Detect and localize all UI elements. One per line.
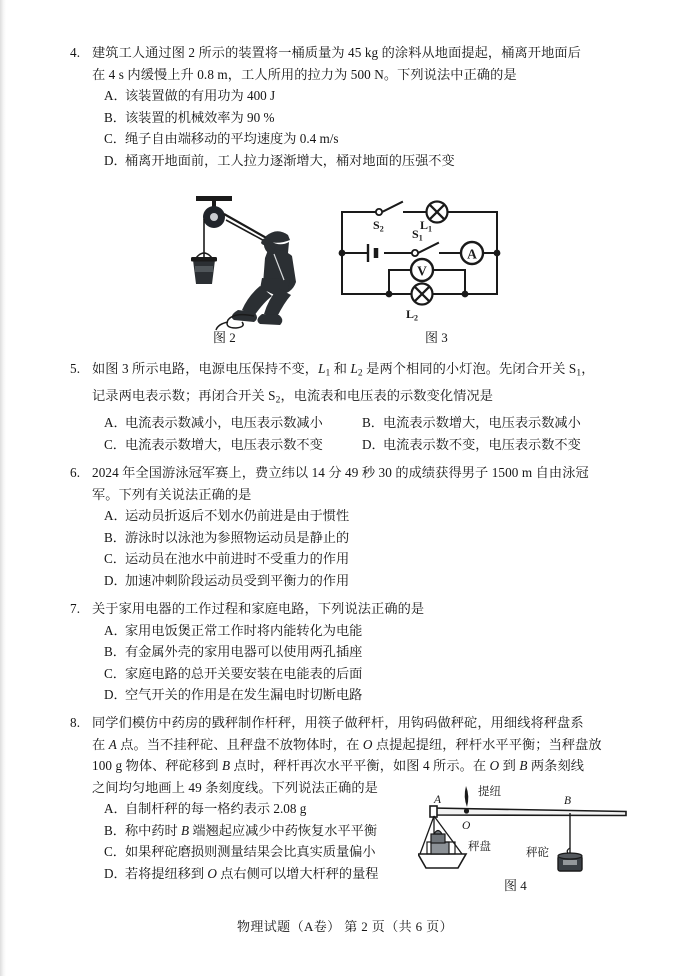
question-4 [70, 42, 630, 171]
q5-seg-d: ， [581, 361, 595, 376]
option-text: 家庭电路的总开关要安装在电能表的后面 [125, 665, 363, 681]
option-key: A． [104, 88, 127, 103]
question-6-number: 6. [70, 465, 81, 480]
question-7-option-d[interactable] [104, 684, 630, 706]
voltmeter-label: V [417, 263, 427, 279]
q5-s2-sub: 2 [275, 395, 281, 406]
ammeter-label: A [467, 246, 477, 262]
q5-l1-sub: 1 [325, 368, 331, 379]
question-4-option-d[interactable] [104, 150, 630, 172]
label-weight: 秤砣 [526, 847, 549, 859]
question-5-option-a[interactable] [104, 412, 362, 434]
beam-end-a-icon [430, 806, 437, 817]
option-text: 电流表示数增大，电压表示数减小 [383, 415, 581, 431]
option-key: C． [104, 844, 126, 859]
option-key: A． [104, 415, 127, 431]
label-handle: 提纽 [478, 786, 501, 798]
option-text: 绳子自由端移动的平均速度为 0.4 m/s [125, 131, 339, 146]
q8-d-a: 若将提纽移到 [125, 865, 208, 881]
option-text: 如果秤砣磨损则测量结果会比真实质量偏小 [125, 844, 376, 859]
q5-s1-sub: 1 [576, 368, 582, 379]
question-4-stem-line-2: 在 4 s 内缓慢上升 0.8 m，工人所用的拉力为 500 N。下列说法中正确的是 [92, 66, 517, 82]
question-7-stem [70, 598, 630, 620]
question-5-options-row-1 [104, 412, 630, 434]
figure-2-caption: 图 2 [213, 330, 236, 345]
option-key: C． [104, 665, 126, 681]
q8-l3-b: 点时，秤杆再次水平平衡，如图 4 所示。在 [230, 758, 490, 773]
option-text: 该装置做的有用功为 400 J [125, 88, 276, 103]
page-footer: 物理试题（A卷） 第 2 页（共 6 页） [236, 919, 454, 934]
option-text: 加速冲刺阶段运动员受到平衡力的作用 [125, 572, 350, 588]
option-text: 桶离开地面前，工人拉力逐渐增大，桶对地面的压强不变 [125, 152, 455, 168]
q8-b-it: B [181, 822, 190, 838]
question-6-stem [70, 462, 630, 484]
figure-3-caption: 图 3 [425, 330, 448, 345]
label-point-o: O [462, 820, 471, 832]
question-5-options-row-2 [104, 434, 630, 456]
battery-icon [368, 244, 376, 262]
q5-l2-seg-b: ，电流表和电压表的示数变化情况是 [280, 388, 494, 404]
question-7-stem-line-1: 关于家用电器的工作过程和家庭电路，下列说法正确的是 [92, 601, 425, 616]
figure-2-svg [162, 192, 342, 332]
option-text: 运动员折返后不划水仍前进是由于惯性 [125, 508, 350, 523]
q8-b-b: 端翘起应减少中药恢复水平平衡 [189, 822, 378, 838]
option-text: 电流表示数减小，电压表示数减小 [125, 415, 323, 431]
figure-3-circuit [332, 190, 632, 325]
scan-edge-artifact [0, 0, 6, 976]
question-6-option-a[interactable] [104, 505, 630, 527]
option-text: 电流表示数增大，电压表示数不变 [125, 436, 323, 452]
question-8-stem-line-3-row [92, 755, 630, 777]
option-text: 电流表示数不变，电压表示数不变 [383, 436, 581, 452]
figure-4-caption: 图 4 [504, 878, 527, 893]
label-point-a: A [434, 794, 442, 806]
question-5 [70, 358, 630, 455]
node-l2-left [386, 291, 393, 298]
ceiling-bracket-icon [196, 196, 232, 201]
q8-point-o2: O [489, 758, 500, 773]
question-8-stem [70, 712, 630, 734]
option-key: D． [104, 572, 127, 588]
node-l2-right [462, 291, 469, 298]
option-key: B． [104, 529, 126, 545]
option-key: D． [104, 687, 127, 702]
q5-seg-a: 如图 3 所示电路，电源电压保持不变， [92, 361, 319, 376]
question-4-stem-line-2-row [92, 64, 630, 86]
question-4-number: 4. [70, 45, 81, 60]
option-key: C． [104, 131, 126, 146]
question-5-stem-line-1 [92, 358, 630, 385]
question-5-stem-line-2-row [92, 385, 630, 412]
option-key: B． [104, 644, 126, 659]
question-5-option-d[interactable] [362, 434, 581, 456]
q8-l3-c: 到 [499, 758, 520, 773]
lamp-l1-label: $L_1$ [420, 218, 433, 234]
switch-s2-pivot-icon [376, 209, 382, 215]
question-6-option-b[interactable] [104, 527, 630, 549]
option-key: A． [104, 508, 127, 523]
pan-load-icon [427, 831, 455, 855]
pulley-hub-icon [210, 213, 218, 221]
question-8-stem-line-2-row [92, 734, 630, 756]
option-text: 运动员在池水中前进时不受重力的作用 [125, 551, 350, 566]
bucket-rim-icon [191, 257, 217, 262]
question-6-option-c[interactable] [104, 548, 630, 570]
q5-l2-seg-a: 记录两电表示数；再闭合开关 S [92, 388, 276, 404]
option-key: D． [104, 152, 127, 168]
option-key: A． [104, 622, 127, 638]
question-5-option-b[interactable] [362, 412, 581, 434]
question-5-number: 5. [70, 361, 81, 376]
rope-right [224, 214, 270, 240]
question-8-number: 8. [70, 715, 81, 730]
q5-seg-b: 和 [330, 361, 351, 376]
question-4-option-b[interactable] [104, 107, 630, 129]
lamp-l2-icon [412, 284, 433, 305]
q8-point-b: B [221, 758, 231, 773]
option-key: C． [104, 436, 126, 452]
q5-l2: L [350, 361, 358, 376]
lamp-l1-icon [427, 202, 448, 223]
counterweight-icon [558, 853, 582, 871]
q8-l2-c: 点提起提纽，秤杆水平平衡；当秤盘放 [372, 736, 602, 752]
question-6-stem-line-1: 2024 年全国游泳冠军赛上，费立纬以 14 分 49 秒 30 的成绩获得男子 1500 m 自由泳冠 [92, 465, 589, 480]
question-6-stem-line-2-row [92, 484, 630, 506]
question-8-stem-line-1: 同学们模仿中药房的戥秤制作杆秤，用筷子做秤杆，用钩码做秤砣，用细线将秤盘系 [92, 715, 584, 730]
option-key: D． [104, 865, 127, 881]
figure-4-svg [418, 782, 643, 897]
question-6-stem-line-2: 军。下列有关说法正确的是 [92, 486, 252, 502]
option-key: B． [362, 415, 384, 431]
worker-silhouette-icon [232, 231, 296, 325]
option-text: 空气开关的作用是在发生漏电时切断电路 [125, 687, 363, 702]
question-5-stem-line-2 [92, 385, 630, 412]
q8-b-a: 称中药时 [125, 822, 182, 838]
figure-2-pulley-worker [162, 192, 342, 332]
question-8-stem-line-4: 之间均匀地画上 49 条刻度线。下列说法正确的是 [92, 779, 378, 795]
q8-l3-d: 两条刻线 [527, 758, 585, 773]
handle-icon [464, 786, 469, 814]
label-point-b: B [564, 795, 572, 807]
q8-d-it: O [207, 865, 217, 881]
switch-s1-label: $S_1$ [412, 227, 423, 243]
q5-l1: L [318, 361, 326, 376]
option-key: A． [104, 801, 127, 816]
option-text: 该装置的机械效率为 90 % [125, 109, 275, 125]
option-text: 家用电饭煲正常工作时将内能转化为电能 [125, 622, 363, 638]
figure-3-svg [332, 190, 632, 325]
q8-l2-a: 在 [92, 736, 109, 752]
question-5-option-c[interactable] [104, 434, 362, 456]
option-key: C． [104, 551, 126, 566]
question-4-option-c[interactable] [104, 128, 630, 150]
option-key: B． [104, 109, 126, 125]
question-7-option-a[interactable] [104, 620, 630, 642]
q8-point-o: O [362, 736, 373, 752]
q5-l2-sub: 2 [357, 368, 363, 379]
question-4-option-a[interactable] [104, 85, 630, 107]
question-5-stem [70, 358, 630, 385]
question-6-option-d[interactable] [104, 570, 630, 592]
ammeter-icon [461, 242, 483, 264]
option-key: D． [362, 436, 385, 452]
node-left [339, 250, 346, 257]
q8-point-b2: B [519, 758, 528, 773]
q8-l3-a: 100 g 物体、秤砣移到 [92, 758, 222, 773]
bucket-highlight [195, 266, 213, 272]
label-pan: 秤盘 [468, 841, 491, 853]
question-7-option-b[interactable] [104, 641, 630, 663]
pan-icon [418, 854, 466, 868]
question-8-stem-line-2 [92, 734, 630, 756]
q8-l2-b: 点。当不挂秤砣、且秤盘不放物体时，在 [116, 736, 363, 752]
question-4-stem [70, 42, 630, 64]
q8-d-b: 点右侧可以增大杆秤的量程 [216, 865, 379, 881]
voltmeter-icon [411, 259, 433, 281]
figure-4-steelyard [418, 782, 643, 897]
question-8-stem-line-3 [92, 755, 630, 777]
option-text: 自制杆秤的每一格约表示 2.08 g [125, 801, 307, 816]
node-right [494, 250, 501, 257]
question-7 [70, 598, 630, 706]
steelyard-beam-icon [432, 808, 626, 816]
switch-s1-pivot-icon [412, 250, 418, 256]
question-7-option-c[interactable] [104, 663, 630, 685]
switch-s2-label: $S_2$ [373, 218, 384, 234]
option-text: 游泳时以泳池为参照物运动员是静止的 [125, 529, 350, 545]
question-7-number: 7. [70, 601, 81, 616]
q8-point-a: A [108, 736, 117, 752]
q5-seg-c: 是两个相同的小灯泡。先闭合开关 S [362, 361, 577, 376]
option-text: 有金属外壳的家用电器可以使用两孔插座 [125, 644, 363, 659]
question-6 [70, 462, 630, 591]
option-key: B． [104, 822, 126, 838]
lamp-l2-label: $L_2$ [406, 307, 419, 323]
question-4-stem-line-1: 建筑工人通过图 2 所示的装置将一桶质量为 45 kg 的涂料从地面提起，桶离开地面后 [92, 45, 581, 60]
